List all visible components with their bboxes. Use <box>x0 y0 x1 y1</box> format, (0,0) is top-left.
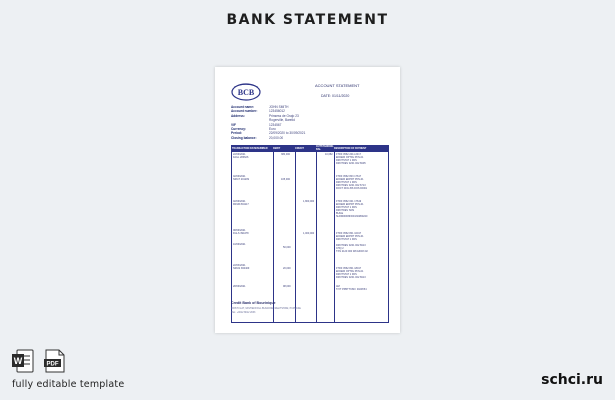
info-value: Prinsess de Grajo 23 <box>269 113 299 118</box>
info-value: Euro <box>269 126 276 131</box>
txn-description: FTRF 0562 001 17619 EFDEIR EDPRT PFN-01 DROTSTAT 1 FDS DROTDEV SDS BUILE SLRDDDD8FDD1302B0220 <box>336 200 368 219</box>
txn-debit: 105,000 <box>281 178 291 181</box>
info-value: 1234567 <box>269 122 282 127</box>
txn-balance: 10,682 <box>325 153 333 156</box>
info-label: Account name: <box>231 105 255 109</box>
logo-text: BCB <box>237 88 255 97</box>
pdf-icon-label: PDF <box>46 361 59 368</box>
txn-date: 28/09/2021 <box>233 285 246 288</box>
page-title: BANK STATEMENT <box>226 12 389 28</box>
info-label: Address: <box>231 113 245 118</box>
txn-credit: 1,000,000 <box>303 232 315 235</box>
txn-date: 10/09/2021 <box>233 243 246 246</box>
statement-date: DATE: 01/11/2020 <box>321 94 350 98</box>
column-header: DEBIT <box>273 146 281 150</box>
column-header: DESCRIPTION OF PAYMENT <box>334 146 367 150</box>
txn-date: 22/03/2021 NRGS 390409 <box>233 264 250 271</box>
txn-date: 08/09/2021 FGLS 394478 <box>233 229 249 236</box>
info-label: VIF <box>231 122 236 127</box>
site-name[interactable]: schci.ru <box>541 372 603 388</box>
txn-date: 22/09/2021 FAGL 283626 <box>233 153 249 160</box>
column-divider <box>316 152 317 322</box>
info-label: Closing balance: <box>231 135 257 140</box>
info-label: Currency: <box>231 126 247 131</box>
txn-debit: 20,000 <box>283 267 291 270</box>
info-value: JOHN SMITH <box>269 105 289 109</box>
bank-name: Credit Bank of Bourinique <box>231 301 276 305</box>
txn-description: FTRF 0562 803 17617 EFDEIR EDPRT PFN-01 DROTSTAT 1 FDS DROTDEV 0201 002 6713 DOCT DOG BS DOS DDD1 <box>336 175 368 191</box>
column-header: TRANSACTION DATE/NUMBER <box>232 146 268 150</box>
column-divider <box>295 152 296 322</box>
statement-document <box>215 67 400 333</box>
info-value: 20,000.00 <box>269 135 284 140</box>
txn-description: FTRF 0562 801 18017 EFDEIR OPTRL PFN-01 DROTSTAT 1 FDS DROTDEV 0201 002 6913 <box>336 267 366 280</box>
statement-title: ACCOUNT STATEMENT <box>315 83 360 88</box>
transactions-table <box>231 151 389 323</box>
info-value: 123456012 <box>269 109 285 114</box>
info-value: 22/09/2020 to 30/09/2021 <box>269 131 306 136</box>
column-divider <box>334 152 335 322</box>
info-value: Rogerville, Barelid <box>269 118 295 123</box>
txn-debit: 380,000 <box>281 153 291 156</box>
txn-description: FTRF 0562 801 10017 EFDEIR EDPRT PFN-01 DROTSTAT 1 FDS <box>336 232 364 242</box>
bank-phone: TEL: +0012 8012 2033 <box>231 311 256 314</box>
footer-note: fully editable template <box>12 379 125 390</box>
account-info <box>231 105 381 140</box>
column-divider <box>273 152 274 322</box>
pdf-icon[interactable] <box>44 349 66 373</box>
txn-date: 02/09/2021 NRGT 201209 <box>233 175 250 182</box>
word-icon-label: W <box>13 356 23 366</box>
info-row <box>231 136 381 140</box>
info-label: Account number: <box>231 109 258 114</box>
column-header: CREDIT <box>295 146 304 150</box>
txn-description: AM T/XT PPRTTC80 I 01D8 B4 <box>336 285 367 292</box>
info-label: Period: <box>231 131 242 136</box>
txn-date: 02/09/2021 FRGB 804117 <box>233 200 249 207</box>
txn-description: FTRF 0562 2011 2017 EFDEIR OPTRL PFN-01 DROTSTAT 1 FDS DROTDEV 0201 002 6905 <box>336 153 366 166</box>
word-icon[interactable] <box>12 349 34 373</box>
txn-credit: 1,800,000 <box>303 200 315 203</box>
bank-address: FIRST FLAT, VASTIENVOLL BUILDING, RELITSHAM, PURVASE <box>231 307 301 310</box>
txn-debit: 98,000 <box>283 285 291 288</box>
txn-description: DROTDEV 0201 002 6913 CHQ 2 TXN 2120 000 WKG3003 02 <box>336 244 368 254</box>
txn-debit: 50,000 <box>283 246 291 249</box>
bank-logo <box>231 83 261 101</box>
column-header: OUTSTANDING BAL <box>316 145 334 151</box>
